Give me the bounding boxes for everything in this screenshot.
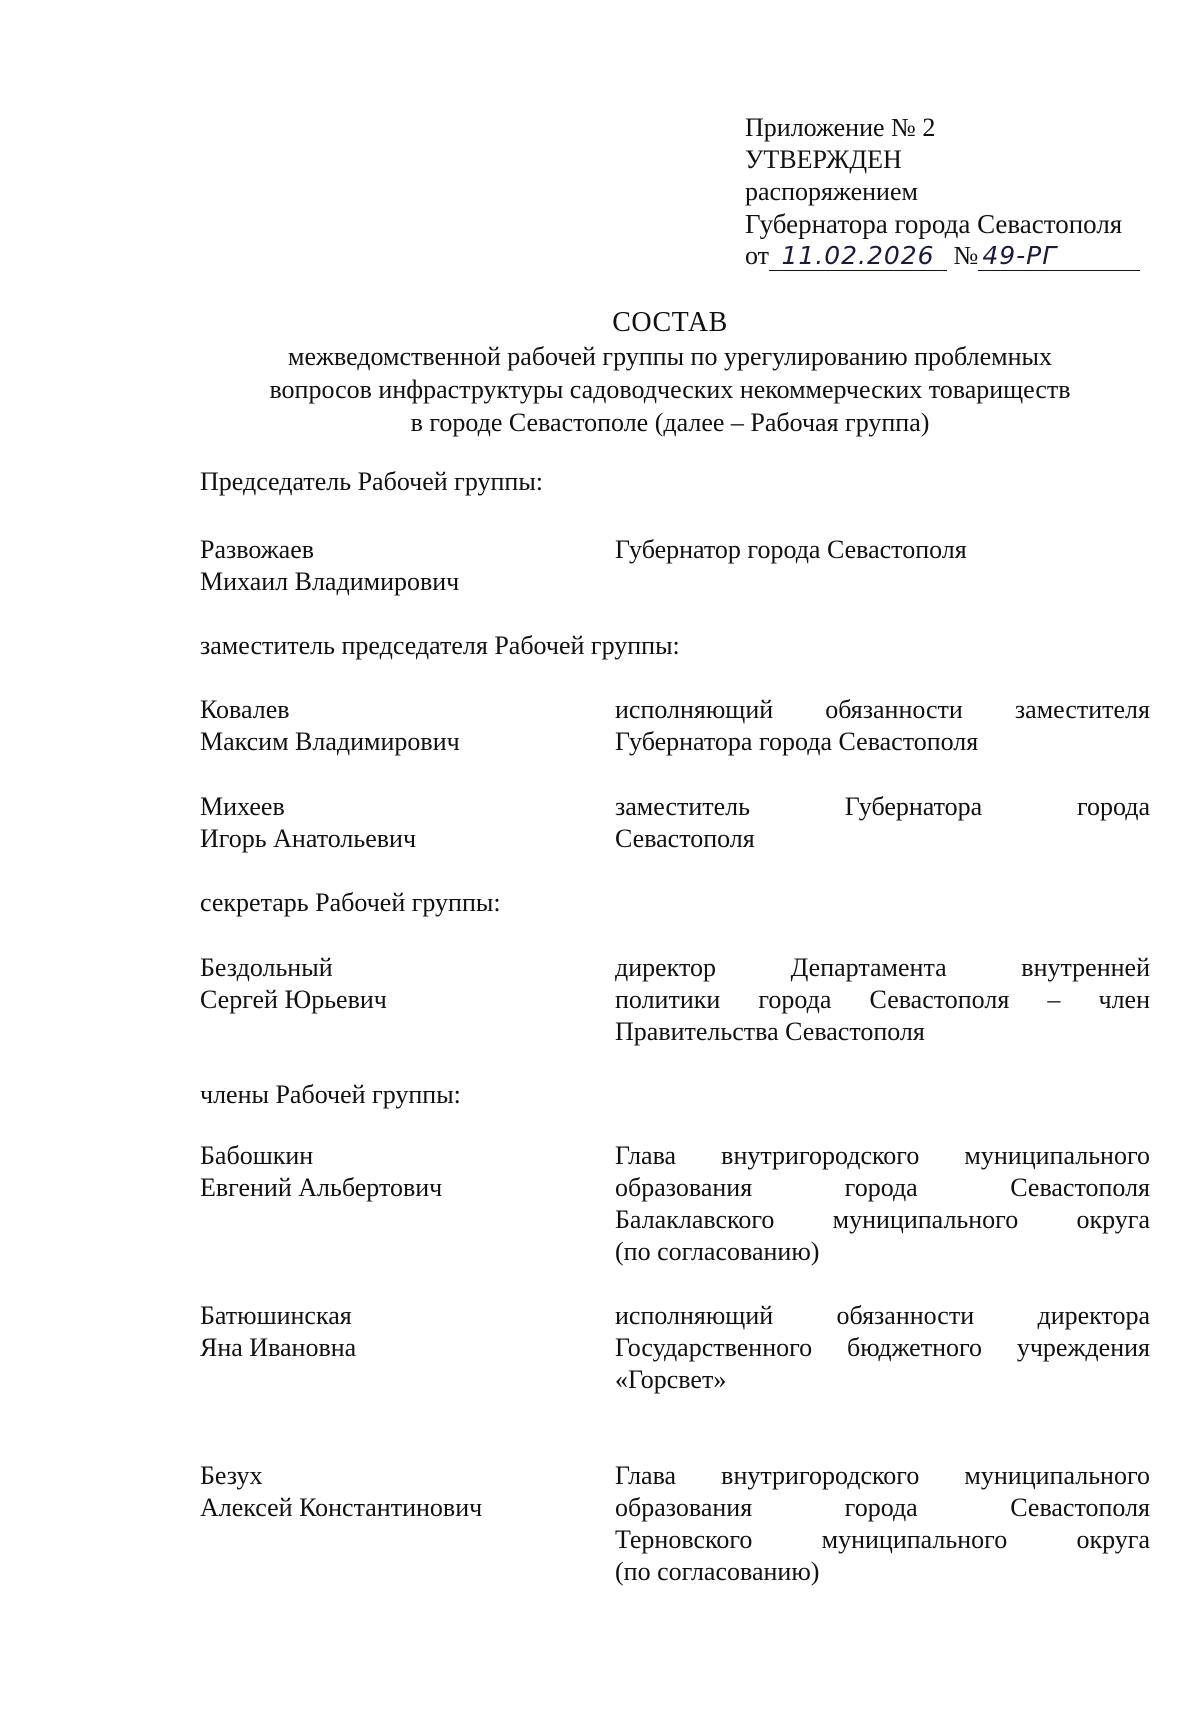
position-line: Губернатор города Севастополя bbox=[615, 535, 967, 564]
position-line: образования города Севастополя bbox=[615, 1493, 1150, 1522]
title-heading: СОСТАВ bbox=[612, 307, 728, 338]
position-line: политики города Севастополя – член bbox=[615, 985, 1150, 1014]
title-line-1: межведомственной рабочей группы по урегулированию проблемных bbox=[288, 342, 1052, 371]
member-given-names: Игорь Анатольевич bbox=[200, 824, 417, 853]
member-name bbox=[200, 791, 600, 855]
position-line: Балаклавского муниципального округа bbox=[615, 1205, 1150, 1234]
member-given-names: Евгений Альбертович bbox=[200, 1173, 443, 1202]
position-line: Глава внутригородского муниципального bbox=[615, 1141, 1150, 1170]
member-name bbox=[200, 1140, 600, 1204]
member-position bbox=[615, 1460, 1150, 1588]
section-chair: Председатель Рабочей группы: bbox=[200, 467, 544, 496]
member-position bbox=[615, 1300, 1150, 1396]
position-line: Государственного бюджетного учреждения bbox=[615, 1333, 1150, 1362]
member-surname: Бездольный bbox=[200, 953, 333, 982]
member-given-names: Максим Владимирович bbox=[200, 727, 460, 756]
member-name bbox=[200, 952, 600, 1016]
member-surname: Безух bbox=[200, 1461, 263, 1490]
position-line: (по согласованию) bbox=[615, 1237, 820, 1266]
title-line-2: вопросов инфраструктуры садоводческих некоммерческих товариществ bbox=[269, 375, 1071, 404]
position-line: Глава внутригородского муниципального bbox=[615, 1461, 1150, 1490]
member-position bbox=[615, 694, 1150, 758]
position-line: «Горсвет» bbox=[615, 1365, 727, 1394]
member-name bbox=[200, 694, 600, 758]
number-prefix: № bbox=[953, 241, 979, 270]
position-line: заместитель Губернатора города bbox=[615, 792, 1150, 821]
appendix-label: Приложение № 2 bbox=[745, 113, 936, 142]
handwritten-number: 49-РГ bbox=[978, 242, 1140, 271]
section-members: члены Рабочей группы: bbox=[200, 1080, 461, 1109]
member-position bbox=[615, 534, 1150, 566]
member-surname: Развожаев bbox=[200, 535, 315, 564]
date-prefix: от bbox=[745, 241, 770, 270]
member-given-names: Сергей Юрьевич bbox=[200, 985, 387, 1014]
member-surname: Ковалев bbox=[200, 695, 290, 724]
member-surname: Бабошкин bbox=[200, 1141, 314, 1170]
approval-block bbox=[745, 112, 1165, 272]
member-name bbox=[200, 1300, 600, 1364]
member-given-names: Яна Ивановна bbox=[200, 1333, 357, 1362]
member-position bbox=[615, 791, 1150, 855]
handwritten-date: 11.02.2026 bbox=[769, 242, 947, 271]
position-line: директор Департамента внутренней bbox=[615, 953, 1150, 982]
order-date-line bbox=[745, 240, 1165, 272]
document-title bbox=[150, 306, 1190, 439]
authority-label: Губернатора города Севастополя bbox=[745, 209, 1123, 239]
member-given-names: Алексей Константинович bbox=[200, 1493, 483, 1522]
position-line: Губернатора города Севастополя bbox=[615, 727, 979, 756]
section-secretary: секретарь Рабочей группы: bbox=[200, 888, 501, 917]
section-deputy: заместитель председателя Рабочей группы: bbox=[200, 631, 680, 660]
position-line: образования города Севастополя bbox=[615, 1173, 1150, 1202]
member-surname: Михеев bbox=[200, 792, 285, 821]
member-name bbox=[200, 534, 600, 598]
member-position bbox=[615, 952, 1150, 1048]
position-line: Терновского муниципального округа bbox=[615, 1525, 1150, 1554]
member-surname: Батюшинская bbox=[200, 1301, 352, 1330]
position-line: Правительства Севастополя bbox=[615, 1017, 925, 1046]
position-line: исполняющий обязанности директора bbox=[615, 1301, 1150, 1330]
position-line: Севастополя bbox=[615, 824, 755, 853]
approved-label: УТВЕРЖДЕН bbox=[745, 145, 902, 174]
member-position bbox=[615, 1140, 1150, 1268]
position-line: (по согласованию) bbox=[615, 1557, 820, 1586]
member-given-names: Михаил Владимирович bbox=[200, 567, 460, 596]
title-line-3: в городе Севастополе (далее – Рабочая группа) bbox=[410, 408, 930, 437]
order-label: распоряжением bbox=[745, 177, 918, 206]
position-line: исполняющий обязанности заместителя bbox=[615, 695, 1150, 724]
member-name bbox=[200, 1460, 600, 1524]
